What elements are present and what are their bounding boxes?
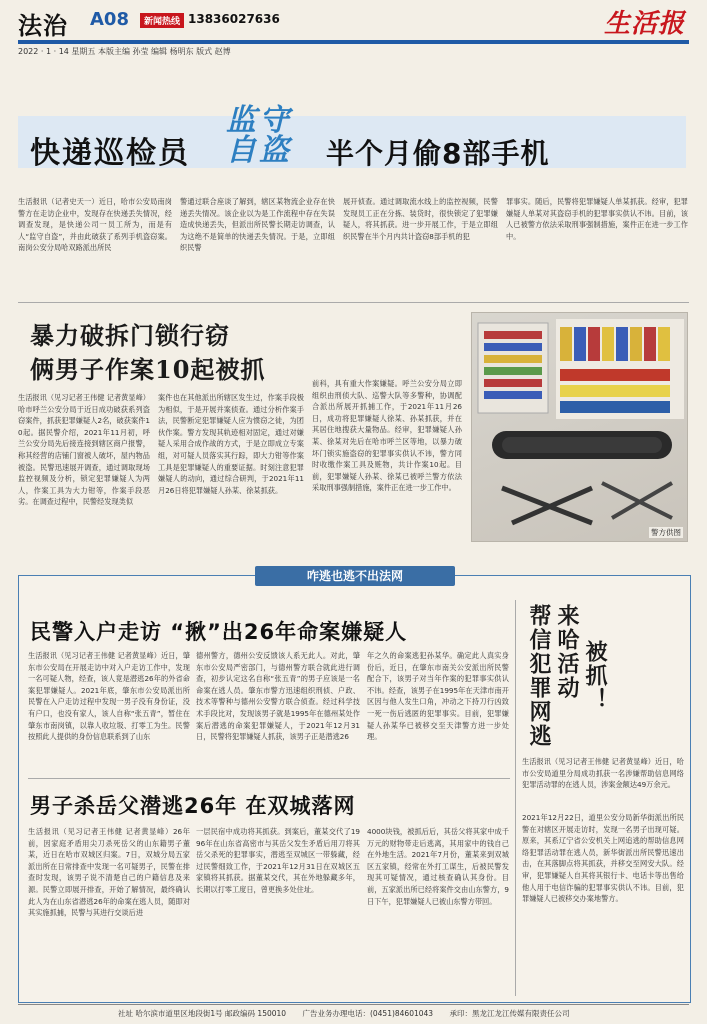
section-banner: 咋逃也逃不出法网 xyxy=(255,566,455,586)
article3-col1: 生活报讯（见习记者王伟健 记者黄显峰）近日，肇东市公安局在开展走访中对入户走访工作中，发现一名可疑人物，经查，该人竟是潜逃26年的外省命案犯罪嫌疑人。2021年底，肇东市公安局派出所民警在入户走访过程中发现一男子没有身份证，没有户口，也没有家人，该人自称“张五青”，暂住在肇东市南岗镇，以靠人收垃圾、打零工为生。民警按照此人提供的身份信息联系到了山东 xyxy=(28,651,190,742)
article2-col2: 案件也在其他派出所辖区发生过，作案手段极为相似，于是开展并案侦查。通过分析作案手法，民警断定犯罪嫌疑人应为惯窃之徒，为团伙作案。警方发现其轨迹相对固定，通过对嫌疑人采用合成作战的方式，于是立即成立专案组，对可疑人员落实其行踪，即大力钳等作案工具是犯罪嫌疑人的重要证据。时刻注意犯罪嫌疑人的动向，通过综合研判，于2021年11月26日将犯罪嫌疑人孙某、徐某抓获。 xyxy=(158,393,304,495)
article1-col3: 展开侦查。通过调取流水线上的监控视频，民警发现员工正在分拣、装货时，很快锁定了犯罪嫌疑人，将其抓获。进一步开展工作，于是立即组织民警在半个月内共计盗窃8部手机的犯 xyxy=(343,197,498,241)
seized-items-illustration xyxy=(472,313,688,542)
article1-col2: 警通过联合座谈了解到，辖区某物流企业存在快递丢失情况。该企业以为是工作流程中存在失误造成快递丢失，但派出所民警长期走访调查，认为这绝不是简单的快递丢失情况。于是，立即组织民警 xyxy=(180,197,335,253)
divider xyxy=(18,302,689,303)
footer xyxy=(18,1004,689,1020)
hotline-label: 新闻热线 xyxy=(140,13,184,28)
article2-photo xyxy=(471,312,688,542)
article2-title-line1: 暴力破拆门锁行窃 xyxy=(30,321,230,350)
article5-title-col1: 帮信犯罪网逃 xyxy=(526,604,552,748)
article4-col2: 一层民宿中成功将其抓获。到案后，董某交代了1996年在山东省高密市与其岳父发生矛盾后用刀将其岳父杀死的犯罪事实，潜逃至双城区一带躲藏，经过民警细致工作，于2021年12月31日在双城区五家镇将其抓获。据董某交代，其在外地躲藏多年，长期以打零工度日，曾更换多处住址。 xyxy=(196,827,360,894)
section-title: 法治 xyxy=(18,11,68,40)
divider xyxy=(515,600,516,996)
article4-title: 男子杀岳父潜逃26年 在双城落网 xyxy=(30,794,356,818)
article1-title-right: 半个月偷8部手机 xyxy=(326,137,550,170)
article1-title-overlay: 监守自盗 xyxy=(226,103,292,168)
footer-ad-phone: 广告业务办理电话：(0451)84601043 xyxy=(302,1009,434,1018)
newspaper-logo: 生活报 xyxy=(604,9,686,39)
article4-col3: 4000块钱，被抓后后，其岳父将其家中成千万元的财物带走后逃离，其用家中的钱自己在外地生活。2021年7月份，董某来到双城区五家镇，经常在外打工谋生，后被民警发现其可疑情况，通过核查确认其身份。目前，五家派出所已经将案件交由山东警方，9日下午，犯罪嫌疑人已被山东警方带回。 xyxy=(367,827,509,906)
article5-title-col3: 被抓！ xyxy=(582,640,608,712)
article2-col1: 生活报讯（见习记者王伟健 记者黄显峰）哈市呼兰公安分局于近日成功破获系列盗窃案件，抓获犯罪嫌疑人2名，破获案件10起。据民警介绍，2021年11月初，呼兰公安分局先后接连接到辖区商户报警，称其经营的店铺门窗被人破坏，屋内物品被盗。民警迅速展开调查，通过调取现场监控视频及分析，锁定犯罪嫌疑人为两人，作案工具为大力钳等，作案手段恶劣。在调查过程中，民警经发现类似 xyxy=(18,393,150,507)
article2-col3: 前科，具有重大作案嫌疑。呼兰公安分局立即组织由刑侦大队、巡警大队等多警种，协调配合派出所展开抓捕工作，于2021年11月26日，成功将犯罪嫌疑人徐某、孙某抓获，并在其居住地搜获大量物品。经审，犯罪嫌疑人孙某、徐某对先后在哈市呼兰区等地，以暴力破坏门锁实施盗窃的犯罪事实供认不讳，警方同时收缴作案工具及赃物，共计作案10起。目前，犯罪嫌疑人孙某、徐某已被呼兰警方依法采取刑事强制措施，案件正在进一步工作中。 xyxy=(312,379,462,493)
photo-caption: 警方供图 xyxy=(651,528,681,537)
article3-title: 民警入户走访 “揪”出26年命案嫌疑人 xyxy=(30,620,408,644)
footer-printer: 承印：黑龙江龙江传媒有限责任公司 xyxy=(449,1009,570,1018)
divider xyxy=(28,778,510,779)
article5-intro: 生活报讯（见习记者王伟健 记者黄显峰）近日，哈市公安局道里分局成功抓获一名涉嫌帮助信息网络犯罪活动罪的在逃人员，涉案金额达49万余元。 xyxy=(522,757,684,790)
header-rule xyxy=(18,40,689,44)
page-number: A08 xyxy=(90,9,129,30)
article1-col4: 罪事实。随后，民警将犯罪嫌疑人单某抓获。经审，犯罪嫌疑人单某对其盗窃手机的犯罪事实供认不讳。目前，该人已被警方依法采取刑事强制措施，案件正在进一步工作中。 xyxy=(506,197,688,241)
article5-title-col2: 来哈活动 xyxy=(554,604,580,700)
article1-col1: 生活报讯（记者史天一）近日，哈市公安局南岗警方在走访企业中，发现存在快递丢失情况，经调查发现，是快递公司一员工所为，而是有人“监守自盗”，并由此破获了系列手机盗窃案。南岗公安分局哈双路派出所民 xyxy=(18,197,172,253)
article3-col3: 年之久的命案逃犯孙某华。确定此人真实身份后，近日，在肇东市南关公安派出所民警配合下，该男子对当年作案的犯罪事实供认不讳。经查，该男子在1995年在天津市南开区因与他人发生口角，冲动之下持刀行凶致一死一伤后逃匿的犯罪事实。目前，犯罪嫌疑人孙某华已被移交至天津警方进一步处理。 xyxy=(367,651,509,742)
article2-title-line2: 俩男子作案10起被抓 xyxy=(30,355,266,384)
article3-col2: 德州警方，德州公安反馈该人系无此人。对此，肇东市公安局严密部门，与德州警方联合就此进行调查，初步认定这名自称“张五青”的男子应该是一名命案在逃人员。肇东市警方迅速组织刑侦、户政、技术等警种与德州公安警方联合侦查。经过科学技术手段比对，发现该男子就是1995年在德州某处作案后潜逃的命案犯罪嫌疑人，于2021年12月31日，民警将犯罪嫌疑人抓获，该男子正是潜逃26 xyxy=(196,651,360,742)
article4-col1: 生活报讯（见习记者王伟健 记者黄显峰）26年前，因家庭矛盾用尖刀杀死岳父的山东籍男子董某，近日在哈市双城区归案。7日，双城分局五家派出所在日常排查中发现一名可疑男子，民警在排查时发现，该男子说不清楚自己的户籍信息及来源。民警立即展开排查，开始了解情况，最终确认此人为在山东省潜逃26年的命案在逃人员，随即对其实施抓捕，民警与其进行交谈后进 xyxy=(28,827,190,918)
footer-address: 社址 哈尔滨市道里区地段街1号 邮政编码 150010 xyxy=(118,1009,287,1018)
hotline-number: 13836027636 xyxy=(188,12,280,26)
article5-body: 2021年12月22日，道里公安分局新华街派出所民警在对辖区开展走访时，发现一名男子出现可疑。原来，其系辽宁省公安机关上网追逃的帮助信息网络犯罪活动罪在逃人员，新华街派出所民警迅速出击，在其落脚点将其抓获，并移交至网安大队。经审，犯罪嫌疑人自其将其银行卡、电话卡等出售给他人用于电信诈骗的犯罪事实供认不讳。目前，犯罪嫌疑人已被移交办案地警方。 xyxy=(522,813,684,904)
article1-title-left: 快递巡检员 xyxy=(30,136,190,171)
issue-info: 2022 · 1 · 14 星期五 本版主编 孙莹 编辑 杨明东 版式 赵博 xyxy=(18,47,231,56)
